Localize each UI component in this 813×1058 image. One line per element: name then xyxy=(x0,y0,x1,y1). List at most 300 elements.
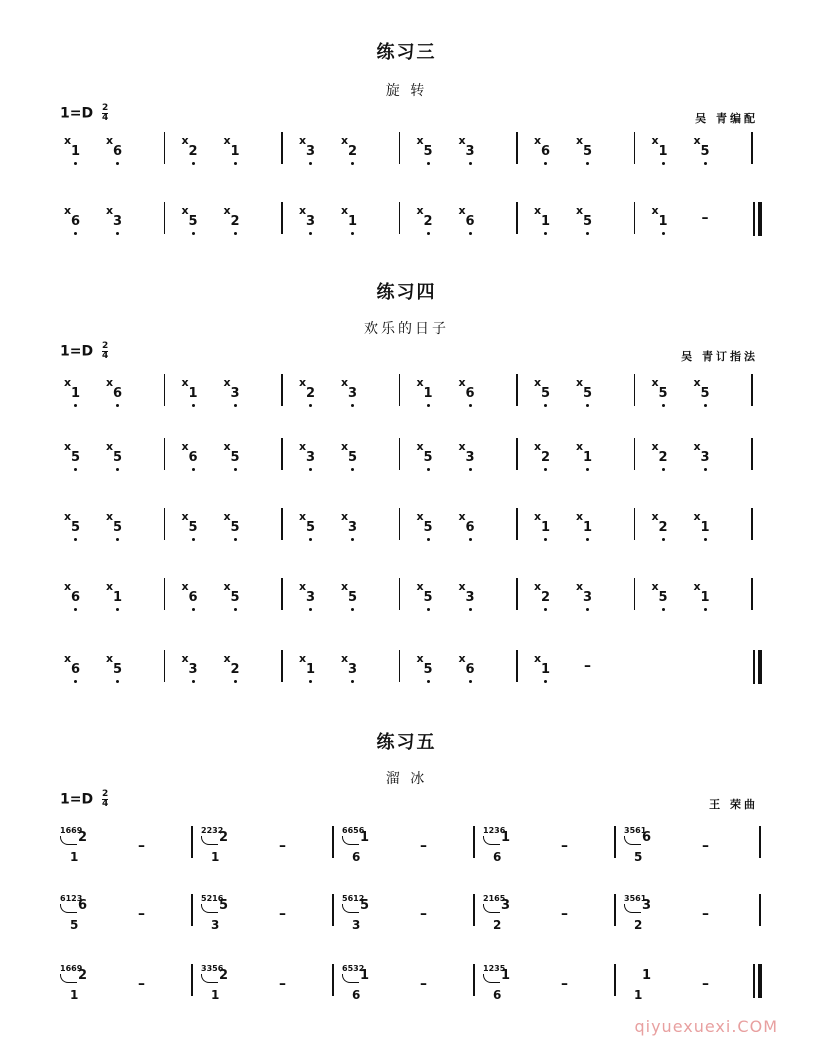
fingering-mark: ⅹ xyxy=(576,580,584,593)
note xyxy=(459,204,481,238)
fingering-mark: ⅹ xyxy=(693,134,701,147)
main-note: 3 xyxy=(642,898,652,913)
note xyxy=(459,580,481,614)
octave-dot xyxy=(662,404,665,407)
fingering-mark: ⅹ xyxy=(64,134,72,147)
octave-dot xyxy=(351,232,354,235)
note xyxy=(224,580,246,614)
fingering-mark: ⅹ xyxy=(64,580,72,593)
note xyxy=(459,440,481,474)
note xyxy=(299,440,321,474)
fingering-mark: ⅹ xyxy=(576,440,584,453)
note xyxy=(64,204,86,238)
octave-dot xyxy=(351,680,354,683)
octave-dot xyxy=(586,538,589,541)
fingering-mark: ⅹ xyxy=(223,440,231,453)
note-digit: 2 xyxy=(348,144,358,159)
fingering-mark: ⅹ xyxy=(341,134,349,147)
note-digit: 2 xyxy=(541,450,551,465)
note-digit: 6 xyxy=(465,662,475,677)
note-digit: 1 xyxy=(541,214,551,229)
note-digit: 3 xyxy=(188,662,198,677)
barline xyxy=(516,202,518,234)
octave-dot xyxy=(586,608,589,611)
note xyxy=(417,510,439,544)
note xyxy=(341,440,363,474)
main-note: 1 xyxy=(501,968,511,983)
grace-notes: 1235 xyxy=(483,964,506,973)
barline xyxy=(634,202,636,234)
rest-dash: – xyxy=(702,976,709,992)
note-digit: 5 xyxy=(700,386,710,401)
fingering-mark: ⅹ xyxy=(223,134,231,147)
rest-dash: – xyxy=(701,210,709,226)
fingering-mark: ⅹ xyxy=(416,204,424,217)
slide-note xyxy=(201,894,241,934)
note-digit: 5 xyxy=(423,662,433,677)
barline xyxy=(516,374,518,406)
octave-dot xyxy=(116,232,119,235)
staff-row xyxy=(58,130,763,174)
fingering-mark: ⅹ xyxy=(651,204,659,217)
grace-notes: 6532 xyxy=(342,964,365,973)
grace-notes: 5216 xyxy=(201,894,224,903)
slide-note xyxy=(624,964,664,1004)
fingering-mark: ⅹ xyxy=(651,580,659,593)
octave-dot xyxy=(116,468,119,471)
note-digit: 5 xyxy=(188,214,198,229)
note-digit: 1 xyxy=(113,590,123,605)
note xyxy=(224,134,246,168)
note-digit: 3 xyxy=(348,386,358,401)
octave-dot xyxy=(309,404,312,407)
fingering-mark: ⅹ xyxy=(458,376,466,389)
fingering-mark: ⅹ xyxy=(341,204,349,217)
note-digit: 5 xyxy=(306,520,316,535)
note xyxy=(299,204,321,238)
grace-notes: 5612 xyxy=(342,894,365,903)
octave-dot xyxy=(74,468,77,471)
exercise-5-subtitle: 溜 冰 xyxy=(385,771,428,787)
exercise-3-credit: 吴 青编配 xyxy=(695,112,758,125)
fingering-mark: ⅹ xyxy=(416,580,424,593)
barline xyxy=(753,202,755,236)
octave-dot xyxy=(427,232,430,235)
barline xyxy=(281,438,283,470)
note xyxy=(299,580,321,614)
octave-dot xyxy=(662,162,665,165)
rest-dash: – xyxy=(420,838,427,854)
fingering-mark: ⅹ xyxy=(299,580,307,593)
note-digit: 1 xyxy=(348,214,358,229)
note xyxy=(652,510,674,544)
note xyxy=(64,580,86,614)
exercise-3-subtitle: 旋 转 xyxy=(385,83,428,99)
barline xyxy=(751,374,753,406)
octave-dot xyxy=(351,538,354,541)
note xyxy=(182,510,204,544)
barline xyxy=(751,508,753,540)
fingering-mark: ⅹ xyxy=(458,652,466,665)
grace-notes: 1669 xyxy=(60,826,83,835)
octave-dot xyxy=(544,538,547,541)
exercise-5-key xyxy=(60,790,108,809)
fingering-mark: ⅹ xyxy=(458,204,466,217)
barline xyxy=(634,508,636,540)
key-signature: 1=D xyxy=(60,343,94,360)
note xyxy=(534,204,556,238)
final-barline xyxy=(758,202,762,236)
barline xyxy=(281,132,283,164)
note xyxy=(652,376,674,410)
note-digit: 3 xyxy=(230,386,240,401)
octave-dot xyxy=(704,404,707,407)
octave-dot xyxy=(309,680,312,683)
note xyxy=(64,134,86,168)
note xyxy=(182,652,204,686)
note xyxy=(64,440,86,474)
slide-note xyxy=(624,894,664,934)
slide-note xyxy=(483,826,523,866)
barline xyxy=(281,578,283,610)
note-digit: 1 xyxy=(306,662,316,677)
octave-dot xyxy=(234,468,237,471)
staff-row xyxy=(58,576,763,620)
fingering-mark: ⅹ xyxy=(106,510,114,523)
barline xyxy=(332,964,334,996)
note-digit: 5 xyxy=(700,144,710,159)
octave-dot xyxy=(469,538,472,541)
note xyxy=(182,580,204,614)
octave-dot xyxy=(469,232,472,235)
fingering-mark: ⅹ xyxy=(181,134,189,147)
note-digit: 3 xyxy=(113,214,123,229)
octave-dot xyxy=(192,538,195,541)
barline xyxy=(516,650,518,682)
note xyxy=(106,440,128,474)
fingering-mark: ⅹ xyxy=(64,440,72,453)
staff-row xyxy=(58,506,763,550)
grace-notes: 2165 xyxy=(483,894,506,903)
barline xyxy=(473,964,475,996)
octave-dot xyxy=(469,162,472,165)
octave-dot xyxy=(704,162,707,165)
note xyxy=(182,440,204,474)
rest-dash: – xyxy=(279,976,286,992)
barline xyxy=(634,132,636,164)
fingering-mark: ⅹ xyxy=(223,580,231,593)
note-digit: 1 xyxy=(541,520,551,535)
fingering-mark: ⅹ xyxy=(416,440,424,453)
note xyxy=(459,652,481,686)
exercise-4-credit: 吴 青订指法 xyxy=(681,350,758,363)
note-digit: 6 xyxy=(71,590,81,605)
exercise-3-title: 练习三 xyxy=(376,42,437,63)
note xyxy=(694,580,716,614)
note-digit: 2 xyxy=(423,214,433,229)
octave-dot xyxy=(427,468,430,471)
note-digit: 2 xyxy=(230,662,240,677)
exercise-3-key xyxy=(60,104,108,123)
slide-arc xyxy=(624,836,641,845)
staff-row xyxy=(58,824,763,868)
fingering-mark: ⅹ xyxy=(458,580,466,593)
note xyxy=(459,134,481,168)
octave-dot xyxy=(544,680,547,683)
octave-dot xyxy=(234,538,237,541)
note-digit: 5 xyxy=(658,590,668,605)
barline xyxy=(473,826,475,858)
note xyxy=(64,510,86,544)
note xyxy=(224,376,246,410)
main-note: 2 xyxy=(219,830,229,845)
octave-dot xyxy=(469,680,472,683)
note xyxy=(417,580,439,614)
octave-dot xyxy=(309,232,312,235)
note xyxy=(652,580,674,614)
fingering-mark: ⅹ xyxy=(64,376,72,389)
rest-dash: – xyxy=(420,976,427,992)
fingering-mark: ⅹ xyxy=(223,652,231,665)
note-digit: 5 xyxy=(423,520,433,535)
barline xyxy=(399,438,401,470)
note-digit: 3 xyxy=(306,450,316,465)
staff-row xyxy=(58,372,763,416)
note-digit: 1 xyxy=(658,214,668,229)
note-digit: 2 xyxy=(658,450,668,465)
note xyxy=(576,134,598,168)
main-note: 1 xyxy=(642,968,652,983)
slide-note xyxy=(201,826,241,866)
note xyxy=(106,376,128,410)
note xyxy=(341,580,363,614)
site-watermark: qiyuexuexi.COM xyxy=(634,1017,778,1036)
note-digit: 5 xyxy=(113,662,123,677)
time-signature: $\frac{2}{4}$ xyxy=(101,789,109,809)
barline xyxy=(332,894,334,926)
barline xyxy=(399,132,401,164)
octave-dot xyxy=(351,404,354,407)
note-digit: 6 xyxy=(465,386,475,401)
octave-dot xyxy=(662,468,665,471)
fingering-mark: ⅹ xyxy=(576,510,584,523)
octave-dot xyxy=(469,468,472,471)
octave-dot xyxy=(74,608,77,611)
octave-dot xyxy=(116,680,119,683)
lower-note: 3 xyxy=(211,918,220,932)
slide-arc xyxy=(342,974,359,983)
fingering-mark: ⅹ xyxy=(299,440,307,453)
note-digit: 1 xyxy=(541,662,551,677)
note-digit: 2 xyxy=(541,590,551,605)
fingering-mark: ⅹ xyxy=(341,580,349,593)
octave-dot xyxy=(469,404,472,407)
octave-dot xyxy=(586,468,589,471)
note-digit: 6 xyxy=(188,450,198,465)
barline xyxy=(399,508,401,540)
note xyxy=(694,510,716,544)
fingering-mark: ⅹ xyxy=(64,510,72,523)
note-digit: 3 xyxy=(700,450,710,465)
barline xyxy=(751,578,753,610)
barline xyxy=(164,650,166,682)
note-digit: 3 xyxy=(465,590,475,605)
octave-dot xyxy=(544,232,547,235)
exercise-4-subtitle: 欢乐的日子 xyxy=(364,321,449,337)
note-digit: 1 xyxy=(230,144,240,159)
rest-dash: – xyxy=(561,838,568,854)
fingering-mark: ⅹ xyxy=(651,376,659,389)
slide-note xyxy=(201,964,241,1004)
octave-dot xyxy=(704,538,707,541)
note xyxy=(694,376,716,410)
rest-dash: – xyxy=(138,976,145,992)
fingering-mark: ⅹ xyxy=(416,510,424,523)
barline xyxy=(759,826,761,858)
staff-row xyxy=(58,648,763,692)
fingering-mark: ⅹ xyxy=(106,376,114,389)
staff-row xyxy=(58,436,763,480)
barline xyxy=(516,578,518,610)
octave-dot xyxy=(116,162,119,165)
key-signature: 1=D xyxy=(60,791,94,808)
octave-dot xyxy=(662,608,665,611)
barline xyxy=(281,508,283,540)
barline xyxy=(164,438,166,470)
note xyxy=(341,134,363,168)
octave-dot xyxy=(544,162,547,165)
octave-dot xyxy=(74,232,77,235)
rest-dash: – xyxy=(561,976,568,992)
lower-note: 6 xyxy=(352,850,361,864)
fingering-mark: ⅹ xyxy=(299,510,307,523)
fingering-mark: ⅹ xyxy=(534,652,542,665)
note xyxy=(534,652,556,686)
rest-dash: – xyxy=(138,838,145,854)
fingering-mark: ⅹ xyxy=(341,376,349,389)
slide-note xyxy=(342,964,382,1004)
note xyxy=(576,440,598,474)
note xyxy=(534,440,556,474)
barline xyxy=(399,650,401,682)
note-digit: 5 xyxy=(188,520,198,535)
slide-note xyxy=(60,894,100,934)
octave-dot xyxy=(662,538,665,541)
note-digit: 3 xyxy=(306,214,316,229)
fingering-mark: ⅹ xyxy=(416,134,424,147)
fingering-mark: ⅹ xyxy=(534,376,542,389)
note-digit: 1 xyxy=(583,450,593,465)
octave-dot xyxy=(427,680,430,683)
barline xyxy=(634,578,636,610)
slide-note xyxy=(624,826,664,866)
slide-arc xyxy=(483,974,500,983)
fingering-mark: ⅹ xyxy=(576,376,584,389)
note-digit: 5 xyxy=(583,214,593,229)
note-digit: 3 xyxy=(348,662,358,677)
note-digit: 6 xyxy=(541,144,551,159)
octave-dot xyxy=(234,680,237,683)
grace-notes: 3561 xyxy=(624,894,647,903)
barline xyxy=(191,894,193,926)
final-barline xyxy=(758,964,762,998)
barline xyxy=(164,578,166,610)
note xyxy=(106,652,128,686)
fingering-mark: ⅹ xyxy=(693,580,701,593)
note-digit: 2 xyxy=(188,144,198,159)
fingering-mark: ⅹ xyxy=(181,204,189,217)
note xyxy=(694,440,716,474)
octave-dot xyxy=(351,162,354,165)
note-digit: 2 xyxy=(230,214,240,229)
fingering-mark: ⅹ xyxy=(181,510,189,523)
note xyxy=(341,376,363,410)
note xyxy=(64,652,86,686)
fingering-mark: ⅹ xyxy=(299,134,307,147)
fingering-mark: ⅹ xyxy=(534,440,542,453)
barline xyxy=(751,438,753,470)
fingering-mark: ⅹ xyxy=(576,204,584,217)
fingering-mark: ⅹ xyxy=(181,440,189,453)
fingering-mark: ⅹ xyxy=(651,440,659,453)
staff-row xyxy=(58,962,763,1006)
note-digit: 6 xyxy=(113,144,123,159)
note xyxy=(224,440,246,474)
note xyxy=(299,652,321,686)
slide-note xyxy=(60,826,100,866)
barline xyxy=(751,132,753,164)
fingering-mark: ⅹ xyxy=(106,204,114,217)
note xyxy=(341,510,363,544)
octave-dot xyxy=(234,404,237,407)
note xyxy=(182,134,204,168)
fingering-mark: ⅹ xyxy=(299,204,307,217)
main-note: 2 xyxy=(78,968,88,983)
note xyxy=(534,580,556,614)
barline xyxy=(164,508,166,540)
note-digit: 5 xyxy=(583,386,593,401)
slide-arc xyxy=(60,904,77,913)
octave-dot xyxy=(74,538,77,541)
note xyxy=(534,134,556,168)
slide-arc xyxy=(483,836,500,845)
note xyxy=(299,510,321,544)
slide-arc xyxy=(60,836,77,845)
octave-dot xyxy=(234,232,237,235)
fingering-mark: ⅹ xyxy=(534,134,542,147)
barline xyxy=(516,508,518,540)
barline xyxy=(516,438,518,470)
fingering-mark: ⅹ xyxy=(458,440,466,453)
barline xyxy=(634,374,636,406)
octave-dot xyxy=(704,468,707,471)
note-digit: 6 xyxy=(465,520,475,535)
main-note: 1 xyxy=(501,830,511,845)
octave-dot xyxy=(116,538,119,541)
note xyxy=(224,204,246,238)
note xyxy=(417,376,439,410)
note xyxy=(576,580,598,614)
note xyxy=(417,440,439,474)
note xyxy=(106,580,128,614)
octave-dot xyxy=(662,232,665,235)
note xyxy=(299,134,321,168)
lower-note: 2 xyxy=(493,918,502,932)
main-note: 6 xyxy=(642,830,652,845)
note-digit: 1 xyxy=(423,386,433,401)
octave-dot xyxy=(309,538,312,541)
note xyxy=(652,134,674,168)
